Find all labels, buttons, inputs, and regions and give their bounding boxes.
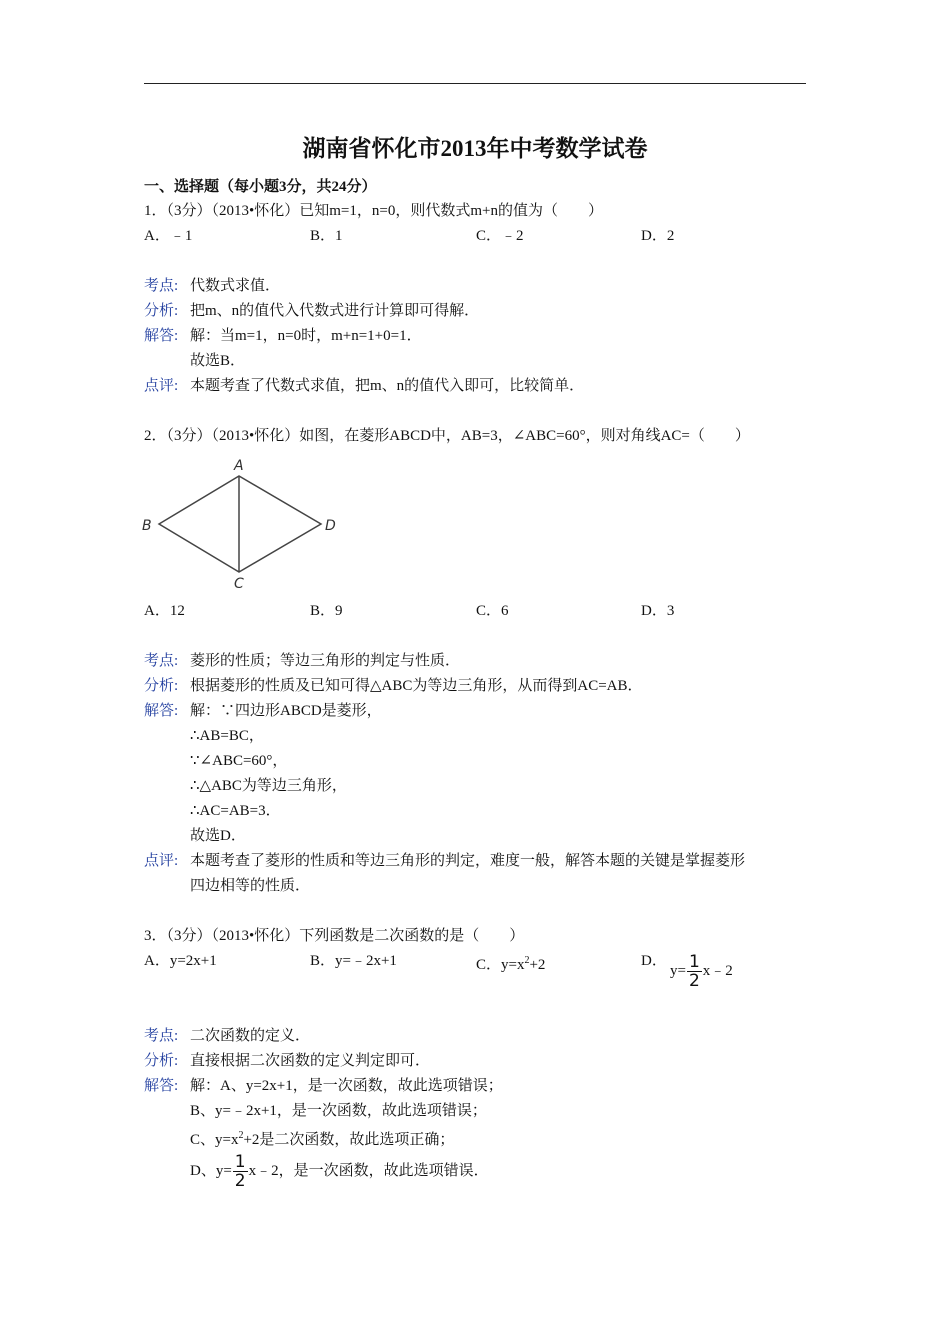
q2-jieda-line: ∴AC=AB=3．: [190, 803, 281, 819]
q1-kaodian-text: 代数式求值．: [190, 278, 281, 294]
q3-kaodian-label: 考点:: [144, 1028, 179, 1044]
section-heading: 一、选择题（每小题3分，共24分）: [144, 179, 377, 195]
q2-jieda-line: ∴△ABC为等边三角形，: [190, 778, 347, 794]
q2-dianping-text: 本题考查了菱形的性质和等边三角形的判定，难度一般，解答本题的关键是掌握菱形: [190, 853, 746, 869]
q3-kaodian-text: 二次函数的定义．: [190, 1028, 311, 1044]
q2-dianping-text: 四边相等的性质．: [190, 878, 311, 894]
q2-jieda-line: 解：∵四边形ABCD是菱形，: [190, 703, 382, 719]
q2-option-b: B．9: [310, 603, 343, 619]
q3-stem: 3．（3分）（2013•怀化）下列函数是二次函数的是（ ）: [144, 928, 525, 944]
q1-dianping-label: 点评:: [144, 378, 179, 394]
q1-jieda-line: 故选B．: [190, 353, 246, 369]
q3-jieda-line: C、$y=x^2+2$是二次函数，故此选项正确；: [190, 1130, 455, 1148]
q2-jieda-label: 解答:: [144, 703, 179, 719]
q1-fenxi-label: 分析:: [144, 303, 179, 319]
q2-jieda-line: ∴AB=BC，: [190, 728, 264, 744]
q3-option-c: C．$y=x^2+2$: [476, 955, 546, 973]
q1-option-a: A．﹣1: [144, 228, 193, 244]
q2-fenxi-label: 分析:: [144, 678, 179, 694]
fraction: $\frac{1}{2}$: [688, 952, 700, 991]
q3-jieda-line: 解：A、y=2x+1，是一次函数，故此选项错误；: [190, 1078, 503, 1094]
q1-option-b: B．1: [310, 228, 343, 244]
q3-jieda-line: B、y=﹣2x+1，是一次函数，故此选项错误；: [190, 1103, 487, 1119]
q2-dianping-label: 点评:: [144, 853, 179, 869]
q3-option-b: B．y=﹣2x+1: [310, 953, 397, 969]
rhombus-figure: [138, 452, 348, 592]
q1-fenxi-text: 把m、n的值代入代数式进行计算即可得解．: [190, 303, 480, 319]
page-title: 湖南省怀化市2013年中考数学试卷: [302, 136, 648, 161]
q2-kaodian-text: 菱形的性质；等边三角形的判定与性质．: [190, 653, 461, 669]
vertex-label-d: D: [325, 518, 336, 534]
rhombus-outline: [159, 476, 321, 572]
q2-option-d: D．3: [641, 603, 675, 619]
q3-fenxi-text: 直接根据二次函数的定义判定即可．: [190, 1053, 431, 1069]
q2-option-a: A．12: [144, 603, 185, 619]
q2-jieda-line: ∵∠ABC=60°，: [190, 753, 288, 769]
vertex-label-c: C: [234, 576, 244, 592]
q1-option-c: C．﹣2: [476, 228, 524, 244]
q3-jieda-line: D、y= $\frac{1}{2}$ x﹣2，是一次函数，故此选项错误．: [190, 1152, 489, 1191]
q1-jieda-line: 解：当m=1，n=0时，m+n=1+0=1．: [190, 328, 422, 344]
q2-kaodian-label: 考点:: [144, 653, 179, 669]
fraction: $\frac{1}{2}$: [234, 1152, 246, 1191]
q3-option-a: A．y=2x+1: [144, 953, 217, 969]
q1-dianping-text: 本题考查了代数式求值，把m、n的值代入即可，比较简单．: [190, 378, 585, 394]
q3-option-d-label: D．: [641, 953, 667, 969]
header-rule: [144, 83, 806, 84]
vertex-label-a: A: [234, 458, 244, 474]
q2-fenxi-text: 根据菱形的性质及已知可得△ABC为等边三角形，从而得到AC=AB．: [190, 678, 643, 694]
q3-option-d-expr: y= $\frac{1}{2}$ x﹣2: [670, 952, 733, 991]
q2-jieda-line: 故选D．: [190, 828, 246, 844]
q1-stem: 1．（3分）（2013•怀化）已知m=1，n=0，则代数式m+n的值为（ ）: [144, 203, 603, 219]
q1-jieda-label: 解答:: [144, 328, 179, 344]
q2-stem: 2．（3分）（2013•怀化）如图，在菱形ABCD中，AB=3，∠ABC=60°，则对角线AC=（ ）: [144, 428, 750, 444]
q1-kaodian-label: 考点:: [144, 278, 179, 294]
q3-fenxi-label: 分析:: [144, 1053, 179, 1069]
q1-option-d: D．2: [641, 228, 675, 244]
q3-jieda-label: 解答:: [144, 1078, 179, 1094]
vertex-label-b: B: [142, 518, 152, 534]
q2-option-c: C．6: [476, 603, 509, 619]
